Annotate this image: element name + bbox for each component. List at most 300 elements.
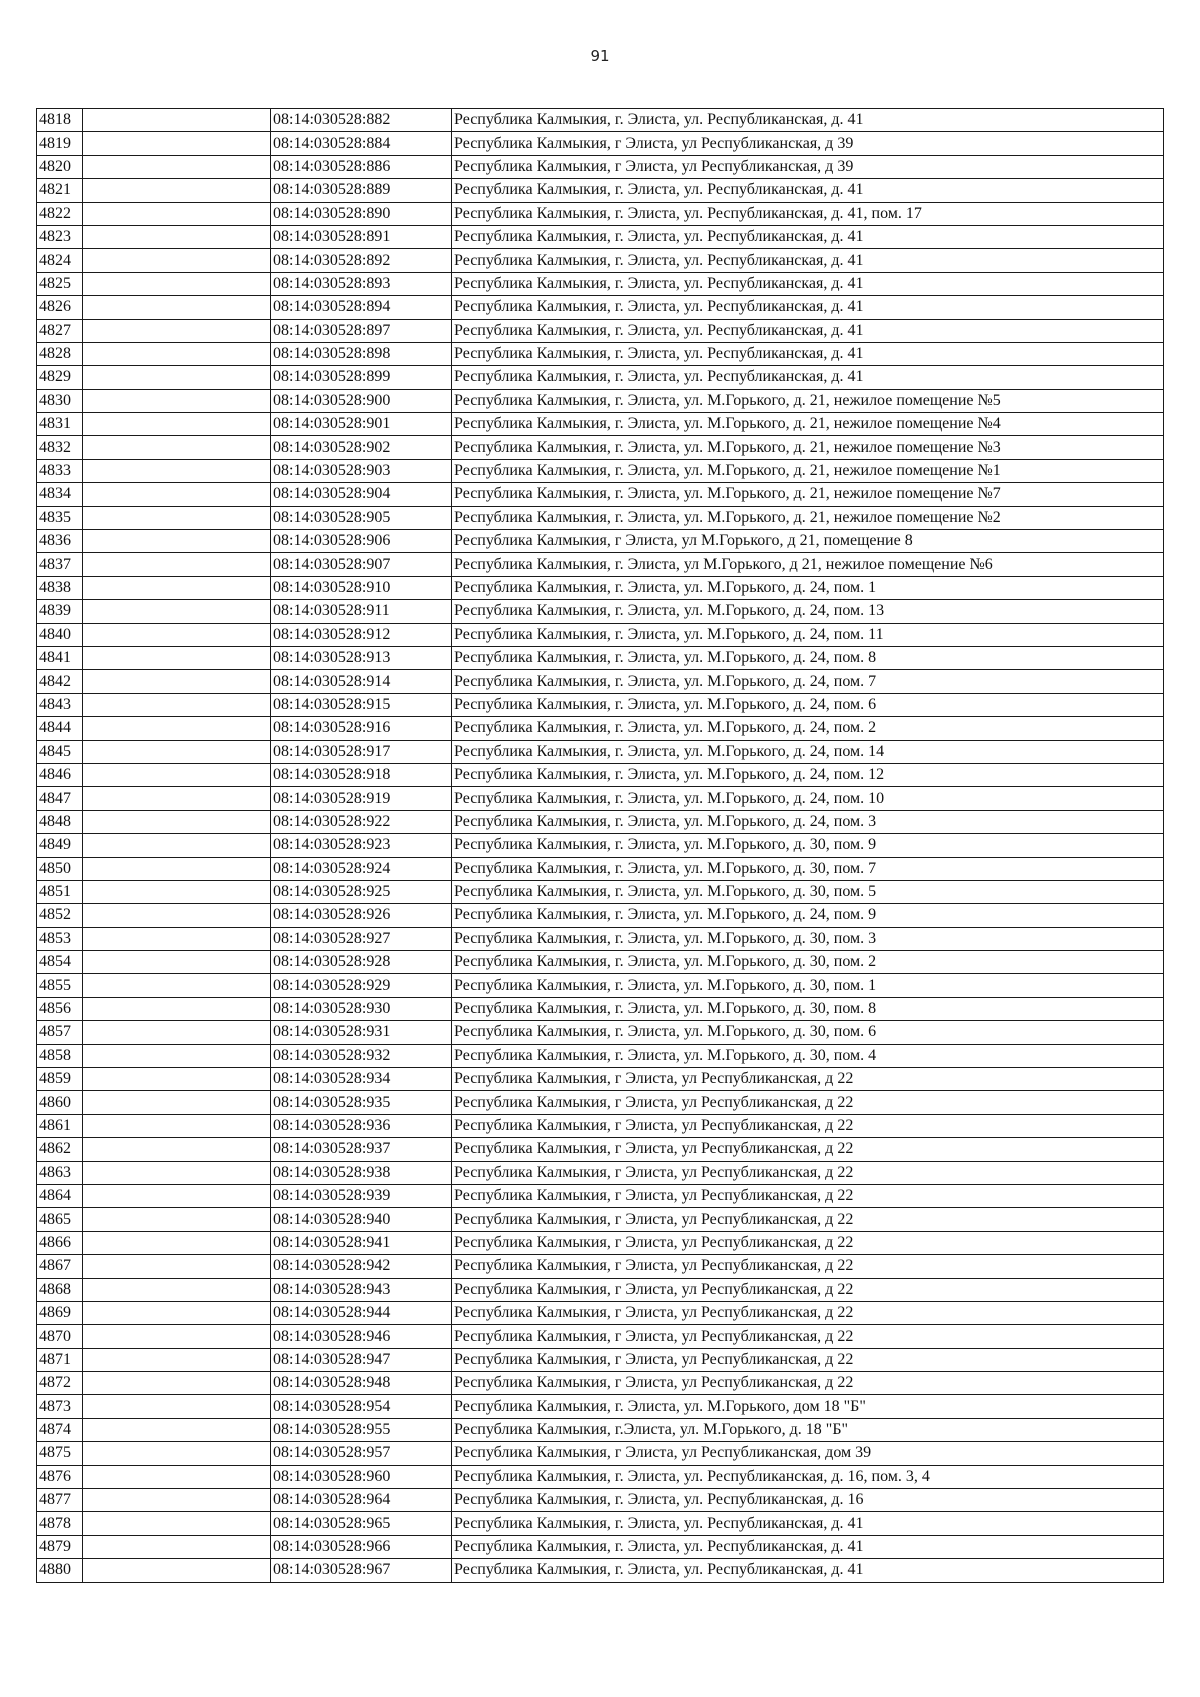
cadastral-number-cell: 08:14:030528:906: [271, 530, 452, 553]
row-number-cell: 4829: [37, 366, 83, 389]
row-number-cell: 4876: [37, 1465, 83, 1488]
cadastral-number-cell: 08:14:030528:940: [271, 1208, 452, 1231]
row-number-cell: 4873: [37, 1395, 83, 1418]
row-number-cell: 4859: [37, 1068, 83, 1091]
row-number-cell: 4877: [37, 1489, 83, 1512]
table-row: [37, 1068, 1164, 1091]
row-number-cell: 4869: [37, 1301, 83, 1324]
address-cell: Республика Калмыкия, г. Элиста, ул. М.Горького, д. 30, пом. 9: [452, 834, 1164, 857]
address-cell: Республика Калмыкия, г Элиста, ул Республиканская, д 22: [452, 1138, 1164, 1161]
table-row: [37, 1418, 1164, 1441]
address-cell: Республика Калмыкия, г. Элиста, ул. Республиканская, д. 41: [452, 1559, 1164, 1582]
table-row: [37, 179, 1164, 202]
address-cell: Республика Калмыкия, г. Элиста, ул. М.Горького, д. 24, пом. 13: [452, 600, 1164, 623]
table-row: [37, 740, 1164, 763]
row-number-cell: 4862: [37, 1138, 83, 1161]
address-cell: Республика Калмыкия, г. Элиста, ул. М.Горького, д. 21, нежилое помещение №1: [452, 459, 1164, 482]
row-number-cell: 4853: [37, 927, 83, 950]
table-row: [37, 366, 1164, 389]
cadastral-number-cell: 08:14:030528:924: [271, 857, 452, 880]
empty-cell: [83, 272, 271, 295]
empty-cell: [83, 600, 271, 623]
cadastral-number-cell: 08:14:030528:930: [271, 997, 452, 1020]
address-cell: Республика Калмыкия, г. Элиста, ул. М.Горького, д. 24, пом. 11: [452, 623, 1164, 646]
row-number-cell: 4843: [37, 693, 83, 716]
address-cell: Республика Калмыкия, г. Элиста, ул. Республиканская, д. 41: [452, 109, 1164, 132]
empty-cell: [83, 1044, 271, 1067]
row-number-cell: 4868: [37, 1278, 83, 1301]
table-row: [37, 810, 1164, 833]
table-row: [37, 1325, 1164, 1348]
empty-cell: [83, 1278, 271, 1301]
table-row: [37, 459, 1164, 482]
cadastral-number-cell: 08:14:030528:891: [271, 225, 452, 248]
cadastral-number-cell: 08:14:030528:955: [271, 1418, 452, 1441]
empty-cell: [83, 436, 271, 459]
row-number-cell: 4854: [37, 951, 83, 974]
empty-cell: [83, 1535, 271, 1558]
table-row: [37, 880, 1164, 903]
cadastral-number-cell: 08:14:030528:964: [271, 1489, 452, 1512]
empty-cell: [83, 1348, 271, 1371]
cadastral-number-cell: 08:14:030528:913: [271, 646, 452, 669]
cadastral-number-cell: 08:14:030528:925: [271, 880, 452, 903]
empty-cell: [83, 413, 271, 436]
cadastral-number-cell: 08:14:030528:946: [271, 1325, 452, 1348]
row-number-cell: 4861: [37, 1114, 83, 1137]
empty-cell: [83, 623, 271, 646]
table-row: [37, 272, 1164, 295]
table-row: [37, 927, 1164, 950]
cadastral-number-cell: 08:14:030528:914: [271, 670, 452, 693]
row-number-cell: 4845: [37, 740, 83, 763]
table-row: [37, 834, 1164, 857]
empty-cell: [83, 366, 271, 389]
empty-cell: [83, 1208, 271, 1231]
empty-cell: [83, 132, 271, 155]
row-number-cell: 4832: [37, 436, 83, 459]
address-cell: Республика Калмыкия, г. Элиста, ул. Республиканская, д. 41: [452, 342, 1164, 365]
table-row: [37, 483, 1164, 506]
row-number-cell: 4820: [37, 155, 83, 178]
row-number-cell: 4856: [37, 997, 83, 1020]
cadastral-number-cell: 08:14:030528:900: [271, 389, 452, 412]
address-cell: Республика Калмыкия, г. Элиста, ул. Республиканская, д. 16: [452, 1489, 1164, 1512]
empty-cell: [83, 1138, 271, 1161]
address-cell: Республика Калмыкия, г. Элиста, ул. М.Горького, д. 30, пом. 3: [452, 927, 1164, 950]
cadastral-number-cell: 08:14:030528:890: [271, 202, 452, 225]
empty-cell: [83, 1442, 271, 1465]
empty-cell: [83, 1512, 271, 1535]
row-number-cell: 4844: [37, 717, 83, 740]
row-number-cell: 4840: [37, 623, 83, 646]
row-number-cell: 4860: [37, 1091, 83, 1114]
table-row: [37, 1278, 1164, 1301]
empty-cell: [83, 179, 271, 202]
row-number-cell: 4848: [37, 810, 83, 833]
address-cell: Республика Калмыкия, г. Элиста, ул. М.Горького, д. 30, пом. 4: [452, 1044, 1164, 1067]
empty-cell: [83, 1021, 271, 1044]
empty-cell: [83, 787, 271, 810]
address-cell: Республика Калмыкия, г. Элиста, ул. Республиканская, д. 41: [452, 249, 1164, 272]
empty-cell: [83, 1068, 271, 1091]
table-row: [37, 249, 1164, 272]
empty-cell: [83, 576, 271, 599]
address-cell: Республика Калмыкия, г. Элиста, ул. Республиканская, д. 41, пом. 17: [452, 202, 1164, 225]
table-row: [37, 389, 1164, 412]
row-number-cell: 4857: [37, 1021, 83, 1044]
address-cell: Республика Калмыкия, г. Элиста, ул. М.Горького, д. 24, пом. 3: [452, 810, 1164, 833]
empty-cell: [83, 927, 271, 950]
empty-cell: [83, 670, 271, 693]
table-row: [37, 1114, 1164, 1137]
empty-cell: [83, 1301, 271, 1324]
address-cell: Республика Калмыкия, г Элиста, ул Республиканская, дом 39: [452, 1442, 1164, 1465]
cadastral-number-cell: 08:14:030528:922: [271, 810, 452, 833]
empty-cell: [83, 693, 271, 716]
cadastral-number-cell: 08:14:030528:899: [271, 366, 452, 389]
empty-cell: [83, 997, 271, 1020]
address-cell: Республика Калмыкия, г Элиста, ул Республиканская, д 22: [452, 1348, 1164, 1371]
address-cell: Республика Калмыкия, г Элиста, ул Республиканская, д 22: [452, 1184, 1164, 1207]
table-row: [37, 1255, 1164, 1278]
address-cell: Республика Калмыкия, г. Элиста, ул. М.Горького, дом 18 "Б": [452, 1395, 1164, 1418]
table-row: [37, 623, 1164, 646]
row-number-cell: 4849: [37, 834, 83, 857]
table-row: [37, 1348, 1164, 1371]
empty-cell: [83, 740, 271, 763]
address-cell: Республика Калмыкия, г. Элиста, ул. М.Горького, д. 30, пом. 7: [452, 857, 1164, 880]
row-number-cell: 4818: [37, 109, 83, 132]
row-number-cell: 4852: [37, 904, 83, 927]
cadastral-number-cell: 08:14:030528:911: [271, 600, 452, 623]
empty-cell: [83, 296, 271, 319]
cadastral-number-cell: 08:14:030528:907: [271, 553, 452, 576]
address-cell: Республика Калмыкия, г. Элиста, ул. Республиканская, д. 41: [452, 272, 1164, 295]
table-row: [37, 717, 1164, 740]
address-cell: Республика Калмыкия, г. Элиста, ул. М.Горького, д. 21, нежилое помещение №4: [452, 413, 1164, 436]
address-cell: Республика Калмыкия, г Элиста, ул Республиканская, д 22: [452, 1208, 1164, 1231]
table-row: [37, 1021, 1164, 1044]
table-row: [37, 974, 1164, 997]
table-row: [37, 202, 1164, 225]
cadastral-number-cell: 08:14:030528:893: [271, 272, 452, 295]
empty-cell: [83, 880, 271, 903]
cadastral-number-cell: 08:14:030528:932: [271, 1044, 452, 1067]
address-cell: Республика Калмыкия, г Элиста, ул Республиканская, д 22: [452, 1372, 1164, 1395]
empty-cell: [83, 225, 271, 248]
table-row: [37, 413, 1164, 436]
empty-cell: [83, 810, 271, 833]
empty-cell: [83, 1465, 271, 1488]
address-cell: Республика Калмыкия, г Элиста, ул Республиканская, д 22: [452, 1278, 1164, 1301]
address-cell: Республика Калмыкия, г. Элиста, ул. М.Горького, д. 24, пом. 10: [452, 787, 1164, 810]
empty-cell: [83, 506, 271, 529]
row-number-cell: 4858: [37, 1044, 83, 1067]
row-number-cell: 4847: [37, 787, 83, 810]
cadastral-number-cell: 08:14:030528:935: [271, 1091, 452, 1114]
cadastral-number-cell: 08:14:030528:882: [271, 109, 452, 132]
cadastral-number-cell: 08:14:030528:929: [271, 974, 452, 997]
table-row: [37, 693, 1164, 716]
row-number-cell: 4855: [37, 974, 83, 997]
cadastral-number-cell: 08:14:030528:960: [271, 1465, 452, 1488]
table-row: [37, 1091, 1164, 1114]
address-cell: Республика Калмыкия, г. Элиста, ул. М.Горького, д. 30, пом. 8: [452, 997, 1164, 1020]
empty-cell: [83, 1372, 271, 1395]
row-number-cell: 4827: [37, 319, 83, 342]
address-cell: Республика Калмыкия, г Элиста, ул М.Горького, д 21, помещение 8: [452, 530, 1164, 553]
address-cell: Республика Калмыкия, г. Элиста, ул. М.Горького, д. 24, пом. 14: [452, 740, 1164, 763]
row-number-cell: 4822: [37, 202, 83, 225]
address-cell: Республика Калмыкия, г.Элиста, ул. М.Горького, д. 18 "Б": [452, 1418, 1164, 1441]
cadastral-number-cell: 08:14:030528:927: [271, 927, 452, 950]
address-cell: Республика Калмыкия, г Элиста, ул Республиканская, д 39: [452, 132, 1164, 155]
cadastral-number-cell: 08:14:030528:897: [271, 319, 452, 342]
empty-cell: [83, 553, 271, 576]
table-row: [37, 1231, 1164, 1254]
cadastral-number-cell: 08:14:030528:918: [271, 763, 452, 786]
empty-cell: [83, 974, 271, 997]
empty-cell: [83, 1091, 271, 1114]
address-cell: Республика Калмыкия, г. Элиста, ул. М.Горького, д. 30, пом. 2: [452, 951, 1164, 974]
address-cell: Республика Калмыкия, г. Элиста, ул М.Горького, д 21, нежилое помещение №6: [452, 553, 1164, 576]
empty-cell: [83, 389, 271, 412]
table-row: [37, 225, 1164, 248]
cadastral-number-cell: 08:14:030528:942: [271, 1255, 452, 1278]
table-row: [37, 1372, 1164, 1395]
address-cell: Республика Калмыкия, г Элиста, ул Республиканская, д 22: [452, 1325, 1164, 1348]
cadastral-number-cell: 08:14:030528:966: [271, 1535, 452, 1558]
table-row: [37, 296, 1164, 319]
address-cell: Республика Калмыкия, г. Элиста, ул. Республиканская, д. 41: [452, 1512, 1164, 1535]
table-row: [37, 530, 1164, 553]
table-row: [37, 1044, 1164, 1067]
table-row: [37, 109, 1164, 132]
cadastral-number-cell: 08:14:030528:937: [271, 1138, 452, 1161]
cadastral-number-cell: 08:14:030528:902: [271, 436, 452, 459]
cadastral-number-cell: 08:14:030528:957: [271, 1442, 452, 1465]
row-number-cell: 4871: [37, 1348, 83, 1371]
cadastral-number-cell: 08:14:030528:894: [271, 296, 452, 319]
empty-cell: [83, 1114, 271, 1137]
cadastral-number-cell: 08:14:030528:901: [271, 413, 452, 436]
row-number-cell: 4821: [37, 179, 83, 202]
row-number-cell: 4838: [37, 576, 83, 599]
cadastral-number-cell: 08:14:030528:954: [271, 1395, 452, 1418]
row-number-cell: 4867: [37, 1255, 83, 1278]
cadastral-number-cell: 08:14:030528:936: [271, 1114, 452, 1137]
address-cell: Республика Калмыкия, г. Элиста, ул. М.Горького, д. 24, пом. 2: [452, 717, 1164, 740]
row-number-cell: 4879: [37, 1535, 83, 1558]
address-cell: Республика Калмыкия, г Элиста, ул Республиканская, д 22: [452, 1301, 1164, 1324]
empty-cell: [83, 1255, 271, 1278]
empty-cell: [83, 1559, 271, 1582]
row-number-cell: 4833: [37, 459, 83, 482]
row-number-cell: 4826: [37, 296, 83, 319]
row-number-cell: 4824: [37, 249, 83, 272]
cadastral-number-cell: 08:14:030528:965: [271, 1512, 452, 1535]
address-cell: Республика Калмыкия, г Элиста, ул Республиканская, д 22: [452, 1161, 1164, 1184]
cadastral-number-cell: 08:14:030528:941: [271, 1231, 452, 1254]
registry-table: [36, 108, 1164, 1583]
table-row: [37, 600, 1164, 623]
row-number-cell: 4834: [37, 483, 83, 506]
table-row: [37, 1161, 1164, 1184]
registry-table-body: [37, 109, 1164, 1583]
address-cell: Республика Калмыкия, г Элиста, ул Республиканская, д 22: [452, 1231, 1164, 1254]
table-row: [37, 576, 1164, 599]
row-number-cell: 4828: [37, 342, 83, 365]
row-number-cell: 4870: [37, 1325, 83, 1348]
address-cell: Республика Калмыкия, г. Элиста, ул. М.Горького, д. 24, пом. 7: [452, 670, 1164, 693]
cadastral-number-cell: 08:14:030528:917: [271, 740, 452, 763]
empty-cell: [83, 1489, 271, 1512]
row-number-cell: 4875: [37, 1442, 83, 1465]
table-row: [37, 1184, 1164, 1207]
row-number-cell: 4830: [37, 389, 83, 412]
address-cell: Республика Калмыкия, г Элиста, ул Республиканская, д 22: [452, 1114, 1164, 1137]
cadastral-number-cell: 08:14:030528:889: [271, 179, 452, 202]
cadastral-number-cell: 08:14:030528:898: [271, 342, 452, 365]
cadastral-number-cell: 08:14:030528:967: [271, 1559, 452, 1582]
row-number-cell: 4825: [37, 272, 83, 295]
table-row: [37, 1535, 1164, 1558]
table-row: [37, 904, 1164, 927]
empty-cell: [83, 249, 271, 272]
empty-cell: [83, 342, 271, 365]
cadastral-number-cell: 08:14:030528:884: [271, 132, 452, 155]
empty-cell: [83, 763, 271, 786]
cadastral-number-cell: 08:14:030528:934: [271, 1068, 452, 1091]
table-row: [37, 436, 1164, 459]
row-number-cell: 4839: [37, 600, 83, 623]
empty-cell: [83, 459, 271, 482]
empty-cell: [83, 951, 271, 974]
row-number-cell: 4831: [37, 413, 83, 436]
row-number-cell: 4823: [37, 225, 83, 248]
row-number-cell: 4837: [37, 553, 83, 576]
cadastral-number-cell: 08:14:030528:926: [271, 904, 452, 927]
table-row: [37, 1442, 1164, 1465]
cadastral-number-cell: 08:14:030528:915: [271, 693, 452, 716]
table-row: [37, 1489, 1164, 1512]
empty-cell: [83, 1395, 271, 1418]
table-row: [37, 857, 1164, 880]
address-cell: Республика Калмыкия, г Элиста, ул Республиканская, д 22: [452, 1255, 1164, 1278]
table-row: [37, 319, 1164, 342]
table-row: [37, 997, 1164, 1020]
table-row: [37, 1301, 1164, 1324]
table-row: [37, 787, 1164, 810]
empty-cell: [83, 1184, 271, 1207]
address-cell: Республика Калмыкия, г. Элиста, ул. Республиканская, д. 41: [452, 1535, 1164, 1558]
address-cell: Республика Калмыкия, г. Элиста, ул. Республиканская, д. 16, пом. 3, 4: [452, 1465, 1164, 1488]
empty-cell: [83, 1325, 271, 1348]
row-number-cell: 4864: [37, 1184, 83, 1207]
address-cell: Республика Калмыкия, г. Элиста, ул. Республиканская, д. 41: [452, 366, 1164, 389]
cadastral-number-cell: 08:14:030528:943: [271, 1278, 452, 1301]
address-cell: Республика Калмыкия, г. Элиста, ул. М.Горького, д. 24, пом. 12: [452, 763, 1164, 786]
table-row: [37, 1395, 1164, 1418]
empty-cell: [83, 904, 271, 927]
cadastral-number-cell: 08:14:030528:947: [271, 1348, 452, 1371]
row-number-cell: 4841: [37, 646, 83, 669]
cadastral-number-cell: 08:14:030528:928: [271, 951, 452, 974]
address-cell: Республика Калмыкия, г. Элиста, ул. М.Горького, д. 24, пом. 9: [452, 904, 1164, 927]
cadastral-number-cell: 08:14:030528:944: [271, 1301, 452, 1324]
address-cell: Республика Калмыкия, г. Элиста, ул. Республиканская, д. 41: [452, 319, 1164, 342]
cadastral-number-cell: 08:14:030528:916: [271, 717, 452, 740]
cadastral-number-cell: 08:14:030528:919: [271, 787, 452, 810]
cadastral-number-cell: 08:14:030528:904: [271, 483, 452, 506]
empty-cell: [83, 1231, 271, 1254]
address-cell: Республика Калмыкия, г. Элиста, ул. М.Горького, д. 24, пом. 8: [452, 646, 1164, 669]
address-cell: Республика Калмыкия, г. Элиста, ул. Республиканская, д. 41: [452, 296, 1164, 319]
address-cell: Республика Калмыкия, г. Элиста, ул. М.Горького, д. 21, нежилое помещение №7: [452, 483, 1164, 506]
cadastral-number-cell: 08:14:030528:938: [271, 1161, 452, 1184]
page-number: 91: [590, 47, 610, 65]
cadastral-number-cell: 08:14:030528:948: [271, 1372, 452, 1395]
row-number-cell: 4874: [37, 1418, 83, 1441]
cadastral-number-cell: 08:14:030528:892: [271, 249, 452, 272]
cadastral-number-cell: 08:14:030528:903: [271, 459, 452, 482]
table-row: [37, 646, 1164, 669]
address-cell: Республика Калмыкия, г. Элиста, ул. Республиканская, д. 41: [452, 225, 1164, 248]
empty-cell: [83, 202, 271, 225]
address-cell: Республика Калмыкия, г Элиста, ул Республиканская, д 22: [452, 1068, 1164, 1091]
row-number-cell: 4863: [37, 1161, 83, 1184]
cadastral-number-cell: 08:14:030528:931: [271, 1021, 452, 1044]
row-number-cell: 4836: [37, 530, 83, 553]
cadastral-number-cell: 08:14:030528:886: [271, 155, 452, 178]
empty-cell: [83, 319, 271, 342]
table-row: [37, 1559, 1164, 1582]
address-cell: Республика Калмыкия, г. Элиста, ул. М.Горького, д. 21, нежилое помещение №2: [452, 506, 1164, 529]
cadastral-number-cell: 08:14:030528:910: [271, 576, 452, 599]
table-row: [37, 1138, 1164, 1161]
table-row: [37, 1512, 1164, 1535]
cadastral-number-cell: 08:14:030528:912: [271, 623, 452, 646]
table-row: [37, 553, 1164, 576]
empty-cell: [83, 530, 271, 553]
empty-cell: [83, 1161, 271, 1184]
cadastral-number-cell: 08:14:030528:923: [271, 834, 452, 857]
row-number-cell: 4835: [37, 506, 83, 529]
table-row: [37, 155, 1164, 178]
table-row: [37, 342, 1164, 365]
row-number-cell: 4865: [37, 1208, 83, 1231]
cadastral-number-cell: 08:14:030528:939: [271, 1184, 452, 1207]
empty-cell: [83, 834, 271, 857]
empty-cell: [83, 1418, 271, 1441]
table-row: [37, 670, 1164, 693]
address-cell: Республика Калмыкия, г. Элиста, ул. М.Горького, д. 30, пом. 5: [452, 880, 1164, 903]
row-number-cell: 4866: [37, 1231, 83, 1254]
table-row: [37, 951, 1164, 974]
row-number-cell: 4842: [37, 670, 83, 693]
table-row: [37, 1208, 1164, 1231]
address-cell: Республика Калмыкия, г. Элиста, ул. М.Горького, д. 24, пом. 6: [452, 693, 1164, 716]
row-number-cell: 4880: [37, 1559, 83, 1582]
empty-cell: [83, 109, 271, 132]
table-row: [37, 763, 1164, 786]
address-cell: Республика Калмыкия, г. Элиста, ул. М.Горького, д. 24, пом. 1: [452, 576, 1164, 599]
empty-cell: [83, 857, 271, 880]
address-cell: Республика Калмыкия, г. Элиста, ул. М.Горького, д. 30, пом. 6: [452, 1021, 1164, 1044]
empty-cell: [83, 717, 271, 740]
empty-cell: [83, 646, 271, 669]
